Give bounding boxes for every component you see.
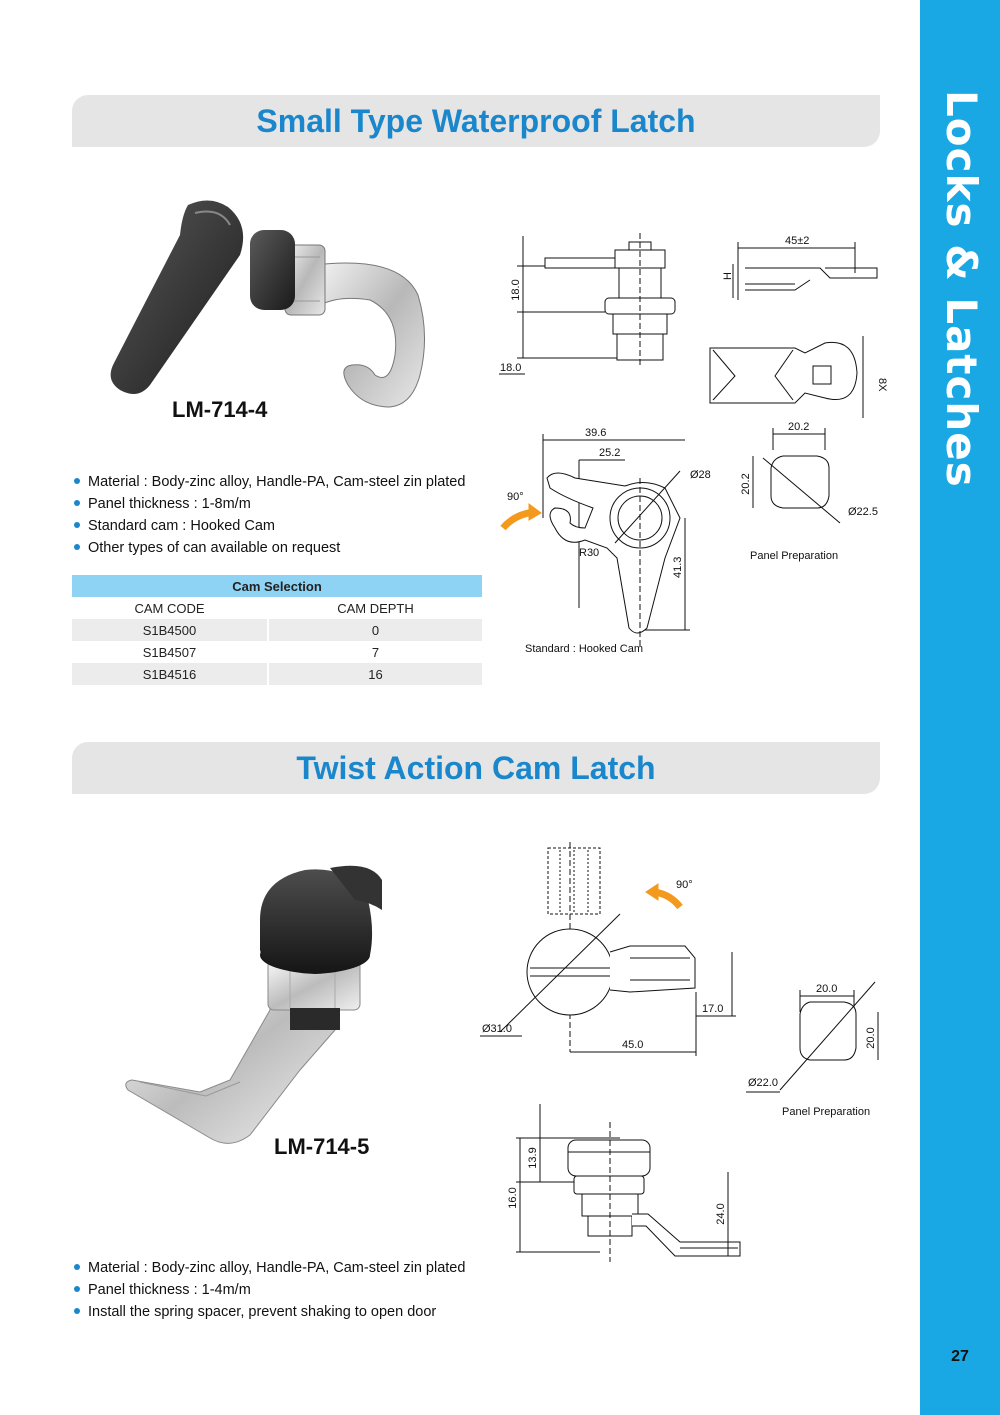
section2-banner xyxy=(72,742,880,794)
lm-714-4-product-image xyxy=(100,195,440,415)
svg-text:41.3: 41.3 xyxy=(672,556,684,578)
svg-text:20.2: 20.2 xyxy=(740,473,752,495)
svg-text:20.0: 20.0 xyxy=(865,1027,877,1049)
spec-item: Install the spring spacer, prevent shaking to open door xyxy=(72,1301,465,1323)
svg-text:Standard : Hooked Cam: Standard : Hooked Cam xyxy=(525,643,644,655)
panel-preparation xyxy=(746,982,878,1118)
svg-text:25.2: 25.2 xyxy=(599,447,621,459)
side-band xyxy=(920,0,1000,1415)
cam-selection-table xyxy=(72,575,482,685)
page-number: 27 xyxy=(951,1348,969,1365)
svg-text:Panel Preparation: Panel Preparation xyxy=(750,550,839,562)
spec-item: Standard cam : Hooked Cam xyxy=(72,515,465,537)
spec-item: Material : Body-zinc alloy, Handle-PA, Cam-steel zin plated xyxy=(72,471,465,493)
svg-text:45±2: 45±2 xyxy=(785,235,810,247)
side-view xyxy=(507,1104,740,1262)
svg-text:39.6: 39.6 xyxy=(585,427,607,439)
section2-title: Twist Action Cam Latch xyxy=(296,750,656,786)
table-row: S1B4507 7 xyxy=(72,641,482,663)
svg-text:20.2: 20.2 xyxy=(788,421,810,433)
section2-model: LM-714-5 xyxy=(274,1134,370,1159)
svg-text:8X: 8X xyxy=(876,378,888,392)
table-row: S1B4516 16 xyxy=(72,663,482,685)
side-title: Locks & Latches xyxy=(937,90,986,488)
svg-text:R30: R30 xyxy=(579,547,600,559)
section2-technical-drawing xyxy=(470,842,910,1262)
svg-text:24.0: 24.0 xyxy=(715,1203,727,1225)
svg-text:Panel Preparation: Panel Preparation xyxy=(782,1106,871,1118)
svg-text:20.0: 20.0 xyxy=(816,983,838,995)
table-caption: Cam Selection xyxy=(72,575,482,597)
svg-text:18.0: 18.0 xyxy=(510,279,522,301)
table-header-cam-code: CAM CODE xyxy=(134,600,205,616)
section1-title: Small Type Waterproof Latch xyxy=(256,103,696,139)
svg-text:90°: 90° xyxy=(676,879,693,891)
spec-item: Panel thickness : 1-4m/m xyxy=(72,1279,465,1301)
section2-spec-list xyxy=(72,1257,465,1323)
section1-technical-drawing xyxy=(495,228,915,668)
table-header-cam-depth: CAM DEPTH xyxy=(337,600,414,616)
top-view xyxy=(710,235,888,418)
section1-spec-list xyxy=(72,471,465,559)
section1-banner xyxy=(72,95,880,147)
svg-text:13.9: 13.9 xyxy=(527,1147,539,1169)
spec-item: Other types of can available on request xyxy=(72,537,465,559)
svg-text:18.0: 18.0 xyxy=(500,362,522,374)
cam-view xyxy=(503,427,711,655)
svg-text:45.0: 45.0 xyxy=(622,1039,644,1051)
svg-text:Ø22.5: Ø22.5 xyxy=(848,506,878,518)
svg-text:17.0: 17.0 xyxy=(702,1003,724,1015)
svg-text:Ø31.0: Ø31.0 xyxy=(482,1023,512,1035)
section1-model: LM-714-4 xyxy=(172,397,268,422)
svg-text:Ø22.0: Ø22.0 xyxy=(748,1077,778,1089)
svg-text:Ø28: Ø28 xyxy=(690,469,711,481)
svg-text:90°: 90° xyxy=(507,491,524,503)
top-view xyxy=(480,842,736,1056)
table-row: S1B4500 0 xyxy=(72,619,482,641)
svg-text:H: H xyxy=(722,272,734,280)
svg-text:16.0: 16.0 xyxy=(507,1187,519,1209)
lm-714-5-product-image xyxy=(120,860,420,1150)
panel-preparation xyxy=(740,421,878,562)
side-view xyxy=(499,233,675,374)
spec-item: Panel thickness : 1-8m/m xyxy=(72,493,465,515)
spec-item: Material : Body-zinc alloy, Handle-PA, Cam-steel zin plated xyxy=(72,1257,465,1279)
